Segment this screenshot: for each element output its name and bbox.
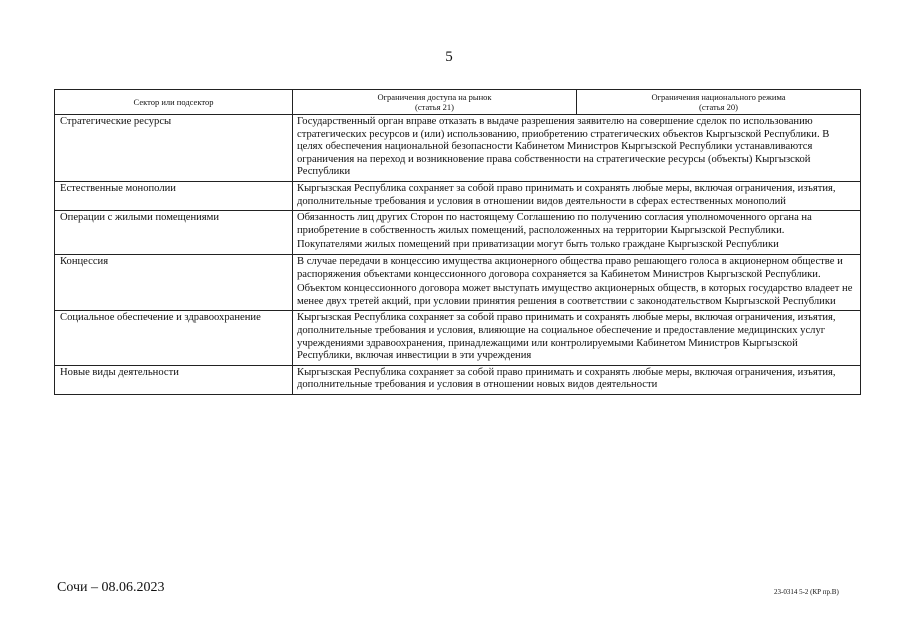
- restriction-cell: [293, 254, 861, 310]
- table-row: [55, 115, 861, 182]
- restriction-cell: [293, 115, 861, 182]
- restriction-paragraph: Кыргызская Республика сохраняет за собой право принимать и сохранять любые меры, включая ограничения, изъятия, дополнительные требования и условия, влияющие на социальное обеспечение и предоставление медицинских услуг учреждениями здравоохранения, принадлежащими или контролируемыми Кабинетом Министров Кыргызской Республики, включая инвестиции в эти учреждения: [297, 312, 836, 362]
- restriction-paragraph: Государственный орган вправе отказать в выдаче разрешения заявителю на совершение сделок по использованию стратегических ресурсов и (или) использованию, приобретению стратегических объектов Кыргызской Республики. В целях обеспечения национальной безопасности Кабинетом Министров Кыргызской Республики устанавливаются ограничения на переход и возникновение права собственности на стратегические ресурсы (объекты) Кыргызской Республики: [297, 116, 830, 178]
- table-row: [55, 365, 861, 394]
- page-number: 5: [445, 49, 453, 65]
- sector-cell: Новые виды деятельности: [55, 365, 293, 394]
- sector-cell: Естественные монополии: [55, 181, 293, 210]
- restriction-paragraph: Покупателями жилых помещений при приватизации могут быть только граждане Кыргызской Республики: [297, 239, 779, 251]
- table-row: [55, 181, 861, 210]
- header-market-access: Ограничения доступа на рынок (статья 21): [293, 90, 577, 115]
- restriction-cell: [293, 365, 861, 394]
- sector-cell: Стратегические ресурсы: [55, 115, 293, 182]
- footer-doc-code: 23-0314 5-2 (КР пр.В): [774, 588, 839, 596]
- restriction-cell: [293, 181, 861, 210]
- sector-cell: Концессия: [55, 254, 293, 310]
- table-header-row: [55, 90, 861, 115]
- restriction-cell: [293, 211, 861, 255]
- header-national-regime: Ограничения национального режима (статья 20): [577, 90, 861, 115]
- restrictions-table: [54, 89, 861, 395]
- restriction-paragraph: Объектом концессионного договора может выступать имущество акционерных обществ, в которых государство владеет не менее двух третей акций, при условии принятия решения в соответствии с законодательством Кыргызской Республики: [297, 283, 853, 307]
- footer-place-date: Сочи – 08.06.2023: [57, 580, 165, 595]
- restriction-paragraph: Кыргызская Республика сохраняет за собой право принимать и сохранять любые меры, включая ограничения, изъятия, дополнительные требования и условия в отношении новых видов деятельности: [297, 366, 836, 391]
- restriction-paragraph: В случае передачи в концессию имущества акционерного общества право решающего голоса в акционерном обществе и распоряжения объектами концессионного договора сохраняется за Кабинетом Министров Кыргызской Республики.: [297, 255, 843, 280]
- header-sector: Сектор или подсектор: [55, 90, 293, 115]
- restriction-paragraph: Кыргызская Республика сохраняет за собой право принимать и сохранять любые меры, включая ограничения, изъятия, дополнительные требования и условия в отношении видов деятельности в сферах естественных монополий: [297, 182, 836, 207]
- restriction-cell: [293, 311, 861, 365]
- restriction-paragraph: Обязанность лиц других Сторон по настоящему Соглашению по получению согласия уполномоченного органа на приобретение в собственность жилых помещений, расположенных на территории Кыргызской Республики.: [297, 212, 812, 236]
- table-row: [55, 254, 861, 310]
- sector-cell: Операции с жилыми помещениями: [55, 211, 293, 255]
- table-row: [55, 211, 861, 255]
- sector-cell: Социальное обеспечение и здравоохранение: [55, 311, 293, 365]
- table-row: [55, 311, 861, 365]
